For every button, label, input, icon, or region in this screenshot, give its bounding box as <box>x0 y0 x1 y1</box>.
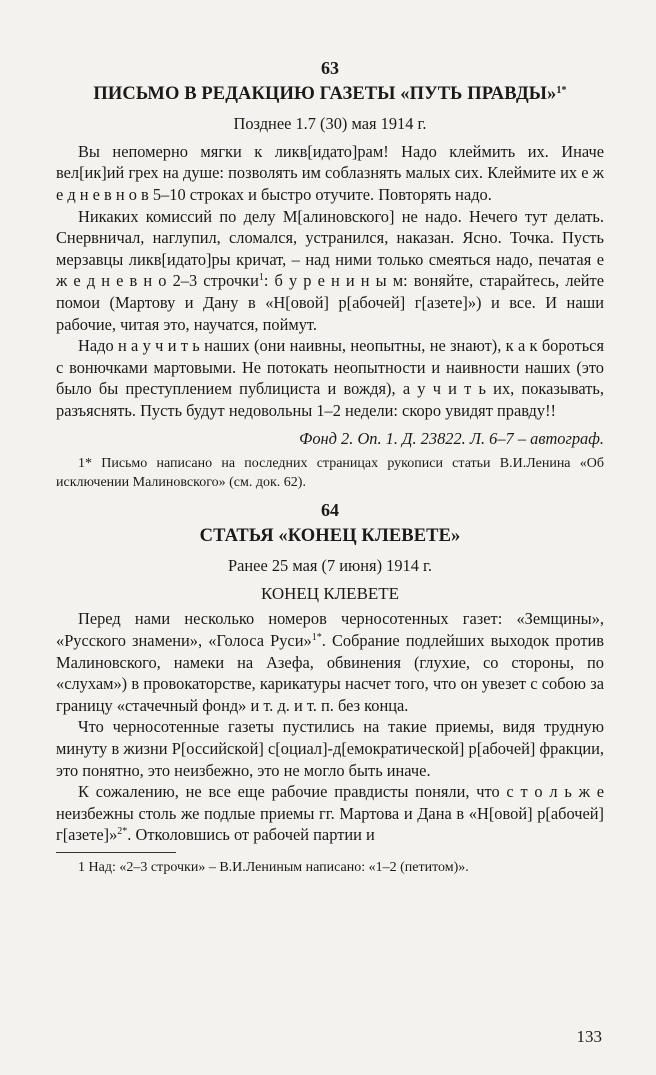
article-title: КОНЕЦ КЛЕВЕТЕ <box>260 583 400 603</box>
paragraph-text: Перед нами несколько номеров черносотенных газет: «Земщины», «Русского знамени», «Голоса Руси» <box>56 609 604 651</box>
paragraph <box>56 608 604 716</box>
paragraph-text: : б у р е н и н ы м: воняйте, старайтесь, лейте помои (Мартову и Дану в «Н[овой] р[абочей] г[азете]») и все. И наши рабочие, читая это, научатся, поймут. <box>56 271 604 334</box>
paragraph <box>56 781 604 846</box>
archive-source: Фонд 2. Оп. 1. Д. 23822. Л. 6–7 – автограф. <box>299 428 604 448</box>
page-number: 133 <box>576 1027 602 1046</box>
document-number: 63 <box>321 58 339 78</box>
document-date: Позднее 1.7 (30) мая 1914 г. <box>233 114 427 134</box>
paragraph <box>56 206 604 336</box>
paragraph-text: . Отколовшись от рабочей партии и <box>127 825 375 845</box>
footnote-marker: 1* <box>556 84 567 96</box>
footnote-divider <box>56 852 176 853</box>
document-date: Ранее 25 мая (7 июня) 1914 г. <box>228 556 432 576</box>
document-page <box>56 56 604 886</box>
paragraph: Вы непомерно мягки к ликв[идато]рам! Надо клеймить их. Иначе вел[ик]ий грех на душе: позволять им соблазнять малых сих. Клеймите их е ж е д н е в н о в 5–10 строках и быстро отучите. Повторять надо. <box>56 141 604 204</box>
paragraph-text: К сожалению, не все еще рабочие правдисты поняли, что с т о л ь ж е неизбежны столь же подлые приемы гг. Мартова и Дана в «Н[овой] р[абочей] г[азете]» <box>56 782 604 845</box>
footnote-marker: 1* <box>311 632 322 644</box>
paragraph: Что черносотенные газеты пустились на такие приемы, видя трудную минуту в жизни Р[оссийской] с[оциал]-д[емократической] р[абочей] фракции, это понятно, это неизбежно, это не могло быть иначе. <box>56 717 604 780</box>
page-footnote: 1 Над: «2–3 строчки» – В.И.Лениным написано: «1–2 (петитом)». <box>78 860 469 875</box>
document-title-text: ПИСЬМО В РЕДАКЦИЮ ГАЗЕТЫ «ПУТЬ ПРАВДЫ» <box>93 83 557 104</box>
editorial-footnote: 1* Письмо написано на последних страницах рукописи статьи В.И.Ленина «Об исключении Малиновского» (см. док. 62). <box>56 456 604 490</box>
footnote-marker: 2* <box>117 826 128 838</box>
document-title <box>56 84 604 106</box>
document-number: 64 <box>321 500 339 521</box>
footnote-marker: 1 <box>258 272 264 284</box>
paragraph: Надо н а у ч и т ь наших (они наивны, неопытны, не знают), к а к бороться с вонючками мартовыми. Не потокать неопытности и наивности наших (это было бы преступлением публициста и вождя), а у ч и т ь их, показывать, разъяснять. Пусть будут недовольны 1–2 недели: скоро увидят правду!! <box>56 336 604 420</box>
document-title: СТАТЬЯ «КОНЕЦ КЛЕВЕТЕ» <box>199 525 461 546</box>
paragraph-text: . Собрание подлейших выходок против Малиновского, намеки на Азефа, обвинения (глухие, со стороны, по «слухам») в провокаторстве, карикатуры насчет того, что он увезет с собою за границу «стачечный фонд» и т. д. и т. п. без конца. <box>56 631 605 715</box>
paragraph-text: Никаких комиссий по делу М[алиновского] не надо. Нечего тут делать. Снервничал, наглупил, сломался, устранился, наказан. Ясно. Точка. Пусть мерзавцы ликв[идато]ры кричат, – над ними только смеяться надо, печатая е ж е д н е в н о 2–3 строчки <box>56 206 604 291</box>
